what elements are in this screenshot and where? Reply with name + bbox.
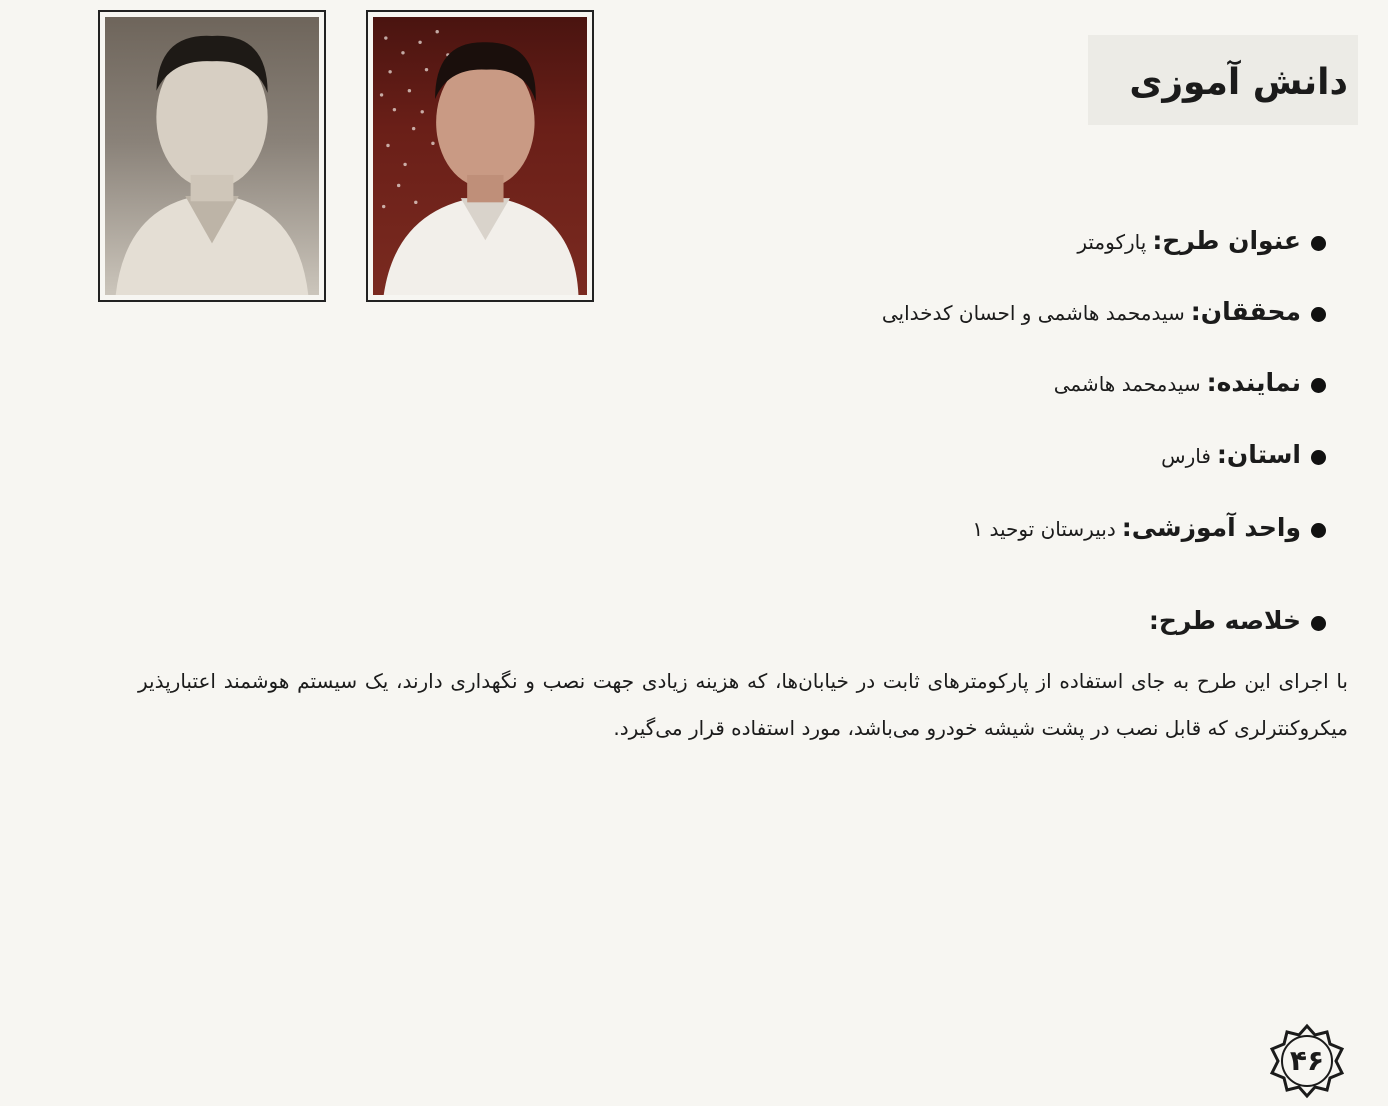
researcher-photo-1 [98, 10, 326, 302]
field-representative [1054, 368, 1326, 397]
field-value: سیدمحمد هاشمی [1053, 372, 1201, 396]
field-label: واحد آموزشی: [1121, 513, 1301, 542]
field-value: دبیرستان توحید ۱ [972, 517, 1116, 541]
page-number: ۴۶ [1289, 1044, 1325, 1077]
field-summary-heading [1149, 606, 1326, 635]
bullet-icon [1311, 236, 1326, 251]
field-province [1161, 440, 1326, 469]
category-title: دانش آموزی [1129, 62, 1348, 103]
bullet-icon [1311, 378, 1326, 393]
field-value: پارکومتر [1077, 230, 1147, 254]
field-project-title [1077, 226, 1326, 255]
bullet-icon [1311, 450, 1326, 465]
field-label: نماینده: [1206, 368, 1301, 397]
field-label: محققان: [1190, 297, 1301, 326]
bullet-icon [1311, 616, 1326, 631]
field-label: خلاصه طرح: [1148, 606, 1301, 635]
field-label: استان: [1216, 440, 1301, 469]
field-label: عنوان طرح: [1152, 226, 1301, 255]
portrait-photo-icon [373, 17, 587, 295]
page-number-badge [1268, 1022, 1346, 1100]
portrait-photo-icon [105, 17, 319, 295]
field-researchers [882, 297, 1326, 326]
field-school [972, 513, 1326, 542]
bullet-icon [1311, 307, 1326, 322]
summary-text: با اجرای این طرح به جای استفاده از پارکومترهای ثابت در خیابان‌ها، که هزینه زیادی جهت نصب و نگهداری دارند، یک سیستم هوشمند اعتبارپذیر میکروکنترلری که قابل نصب در پشت شیشه خودرو می‌باشد، مورد استفاده قرار می‌گیرد. [138, 669, 1348, 740]
bullet-icon [1311, 523, 1326, 538]
field-value: سیدمحمد هاشمی و احسان کدخدایی [881, 301, 1185, 325]
field-value: فارس [1161, 444, 1211, 468]
researcher-photo-2 [366, 10, 594, 302]
